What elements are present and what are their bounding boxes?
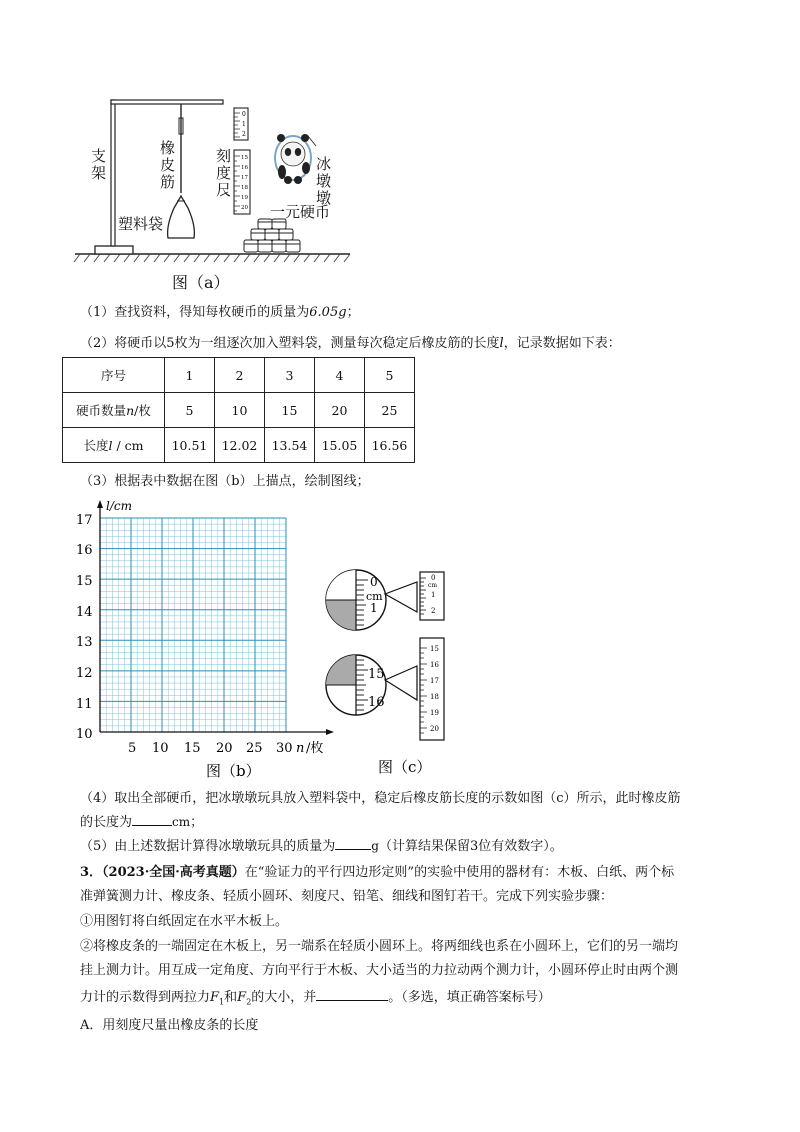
y-tick-label: 11: [76, 697, 93, 712]
question-1-end: ；: [346, 305, 360, 320]
fig-c-caption: 图（c）: [378, 758, 432, 776]
x-tick-label: 10: [152, 741, 169, 756]
label-rubber-band: 橡皮筋: [160, 139, 176, 191]
var-l: l: [499, 336, 504, 351]
question-3: （3）根据表中数据在图（b）上描点，绘制图线；: [80, 474, 370, 489]
figure-b-grid: [60, 494, 340, 784]
zoom-pointer-upper: [385, 582, 417, 612]
ruler-bottom-tick: 17: [241, 175, 248, 181]
fig-a-caption: 图（a）: [172, 273, 230, 292]
svg-text:2: 2: [431, 607, 436, 615]
table-row: [63, 428, 415, 463]
question-1: [80, 304, 360, 322]
y-axis-label: l/cm: [106, 499, 132, 513]
ruler-bottom-tick: 16: [241, 165, 248, 171]
ruler-top-tick: 0: [242, 111, 246, 118]
panda-doll-icon: [275, 134, 311, 184]
question-4-line-1: （4）取出全部硬币，把冰墩墩玩具放入塑料袋中，稳定后橡皮筋长度的示数如图（c）所示，此时橡皮筋: [80, 791, 681, 806]
zoom-pointer-lower: [385, 666, 417, 700]
answer-blank-options[interactable]: [316, 987, 388, 1001]
zoom-circle-upper: [326, 570, 386, 630]
y-tick-label: 17: [76, 513, 93, 528]
ruler-bottom-tick: 18: [241, 185, 248, 191]
ruler-top-tick: 2: [242, 131, 246, 138]
table-row: [63, 393, 415, 428]
svg-text:15: 15: [430, 645, 439, 653]
svg-text:cm: cm: [366, 590, 383, 603]
label-coin: 一元硬币: [270, 203, 331, 221]
svg-text:16: 16: [368, 695, 385, 710]
x-tick-label: 30: [276, 741, 293, 756]
table-cell: 25: [365, 393, 415, 428]
svg-text:18: 18: [430, 693, 439, 701]
table-cell: 5: [365, 358, 415, 393]
question-2: [80, 335, 621, 353]
svg-text:0: 0: [431, 574, 436, 582]
table-cell: 4: [315, 358, 365, 393]
ruler-bottom-tick: 15: [241, 155, 248, 161]
svg-text:15: 15: [368, 667, 385, 682]
table-cell: 3: [265, 358, 315, 393]
stand-base: [95, 246, 133, 254]
question-2-end: ，记录数据如下表：: [503, 336, 621, 351]
ruler-bottom-tick: 19: [241, 195, 248, 201]
table-cell: 15: [265, 393, 315, 428]
table-cell: 16.56: [365, 428, 415, 463]
svg-text:1: 1: [431, 591, 436, 599]
plastic-bag: [168, 196, 195, 238]
question-5: （5）由上述数据计算得冰墩墩玩具的质量为 g（计算结果保留3位有效数字）。: [80, 836, 563, 856]
y-tick-label: 10: [76, 727, 93, 742]
svg-text:0: 0: [370, 575, 378, 589]
table-header-count: 硬币数量n/枚: [63, 393, 165, 428]
x-tick-label: 20: [216, 741, 233, 756]
question-4-line-2: 的长度为 cm；: [80, 812, 203, 832]
fig-b-caption: 图（b）: [206, 762, 261, 780]
table-cell: 1: [165, 358, 215, 393]
table-header-index: 序号: [63, 358, 165, 393]
svg-text:16: 16: [430, 661, 439, 669]
table-cell: 10.51: [165, 428, 215, 463]
y-tick-label: 15: [76, 574, 93, 589]
question-2-text: （2）将硬币以5枚为一组逐次加入塑料袋，测量每次稳定后橡皮筋的长度: [80, 336, 500, 351]
answer-blank-mass[interactable]: [335, 836, 371, 850]
ruler-bottom-tick: 20: [241, 205, 248, 211]
problem-3-step-1: ①用图钉将白纸固定在水平木板上。: [80, 914, 289, 929]
question-1-text: （1）查找资料，得知每枚硬币的质量为: [80, 305, 310, 320]
problem-source: （2023·全国·高考真题）: [102, 865, 245, 880]
option-a: A．用刻度尺量出橡皮条的长度: [80, 1018, 259, 1033]
zoom-circle-lower: [326, 655, 386, 715]
svg-text:cm: cm: [428, 582, 438, 589]
x-axis-unit: /枚: [306, 741, 324, 756]
label-plastic-bag: 塑料袋: [118, 215, 164, 233]
problem-3-line-2: 准弹簧测力计、橡皮条、轻质小圆环、刻度尺、铅笔、细线和图钉若干。完成下列实验步骤：: [80, 889, 614, 904]
svg-text:1: 1: [370, 601, 378, 615]
data-table: [62, 357, 415, 463]
table-cell: 5: [165, 393, 215, 428]
table-cell: 20: [315, 393, 365, 428]
svg-text:20: 20: [430, 725, 439, 733]
svg-text:17: 17: [430, 677, 439, 685]
y-tick-label: 16: [76, 543, 93, 558]
stand-pole: [111, 100, 115, 246]
figure-c: [322, 560, 462, 780]
label-ruler: 刻度尺: [216, 147, 232, 199]
y-tick-label: 13: [76, 635, 93, 650]
ruler-top-tick: 1: [242, 121, 246, 128]
label-panda-doll: 冰墩墩: [316, 155, 332, 207]
stand-arm: [111, 100, 223, 104]
svg-text:19: 19: [430, 709, 439, 717]
table-row: [63, 358, 415, 393]
table-cell: 12.02: [215, 428, 265, 463]
label-support: 支架: [91, 147, 107, 182]
x-axis-var: n: [296, 741, 305, 756]
y-tick-label: 14: [76, 605, 93, 620]
table-header-length: 长度l / cm: [63, 428, 165, 463]
problem-number: 3．: [80, 865, 103, 880]
problem-3-step-2-line-2: 挂上测力计。用互成一定角度、方向平行于木板、大小适当的力拉动两个测力计，小圆环停止时由两个测: [80, 963, 679, 978]
y-tick-label: 12: [76, 666, 93, 681]
table-cell: 15.05: [315, 428, 365, 463]
table-cell: 2: [215, 358, 265, 393]
answer-blank-length[interactable]: [132, 812, 172, 826]
problem-3-step-2-line-1: ②将橡皮条的一端固定在木板上，另一端系在轻质小圆环上。将两细线也系在小圆环上，它们的另一端均: [80, 939, 679, 954]
coin-stack: [244, 219, 300, 252]
x-tick-label: 25: [246, 741, 263, 756]
x-tick-label: 15: [184, 741, 201, 756]
x-tick-label: 5: [128, 741, 137, 756]
problem-3-step-2-line-3: 力计的示数得到两拉力$F_1$和$F_2$的大小，并 。（多选，填正确答案标号）: [80, 987, 551, 1012]
table-cell: 13.54: [265, 428, 315, 463]
coin-mass-value: 6.05g: [309, 305, 347, 320]
table-cell: 10: [215, 393, 265, 428]
problem-3-line-1: 3．（2023·全国·高考真题）在“验证力的平行四边形定则”的实验中使用的器材有：木板、白纸、两个标: [80, 865, 675, 880]
